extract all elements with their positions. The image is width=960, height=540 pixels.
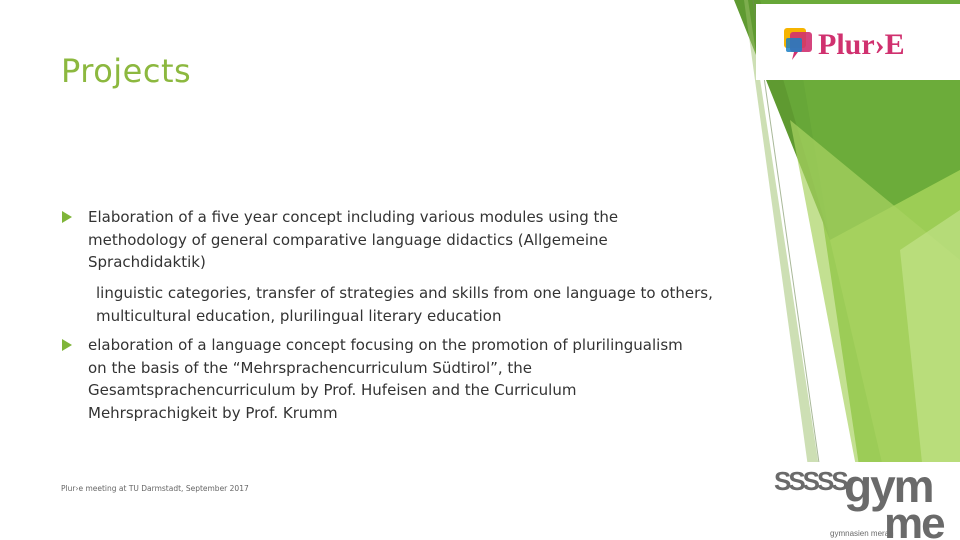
- bullet-arrow-icon: [62, 339, 72, 351]
- plure-logo: [756, 4, 960, 80]
- sub-paragraph: linguistic categories, transfer of strategies and skills from one language to others, multicultural education, plurilingual literary education: [96, 284, 713, 325]
- gymme-logo-graphic: [772, 462, 960, 540]
- slide-title: Projects: [61, 52, 192, 90]
- me-text: me: [884, 499, 944, 540]
- gym-text: gym: [844, 462, 933, 512]
- bullet-item-1: [62, 206, 702, 274]
- bullet-item-2: [62, 334, 702, 424]
- bullet-text: elaboration of a language concept focusing on the promotion of plurilingualism on the basis of the “Mehrsprachencurriculum Südtirol”, the Gesamtsprachencurriculum by Prof. Hufeisen and the Curriculum Mehrsprachigkeit by Prof. Krumm: [88, 336, 683, 422]
- plure-logo-graphic: [756, 4, 960, 80]
- bullet-arrow-icon: [62, 211, 72, 223]
- plure-logo-text: Plur›E: [818, 28, 905, 61]
- bullet-text: Elaboration of a five year concept including various modules using the methodology of general comparative language didactics (Allgemeine Sprachdidaktik): [88, 208, 619, 271]
- slide-footer: Plur›e meeting at TU Darmstadt, September 2017: [61, 484, 249, 493]
- gym-small-text: gymnasien meran: [830, 529, 894, 538]
- svg-text:SSSSS: SSSSS: [774, 466, 846, 496]
- gymme-logo: [772, 462, 960, 540]
